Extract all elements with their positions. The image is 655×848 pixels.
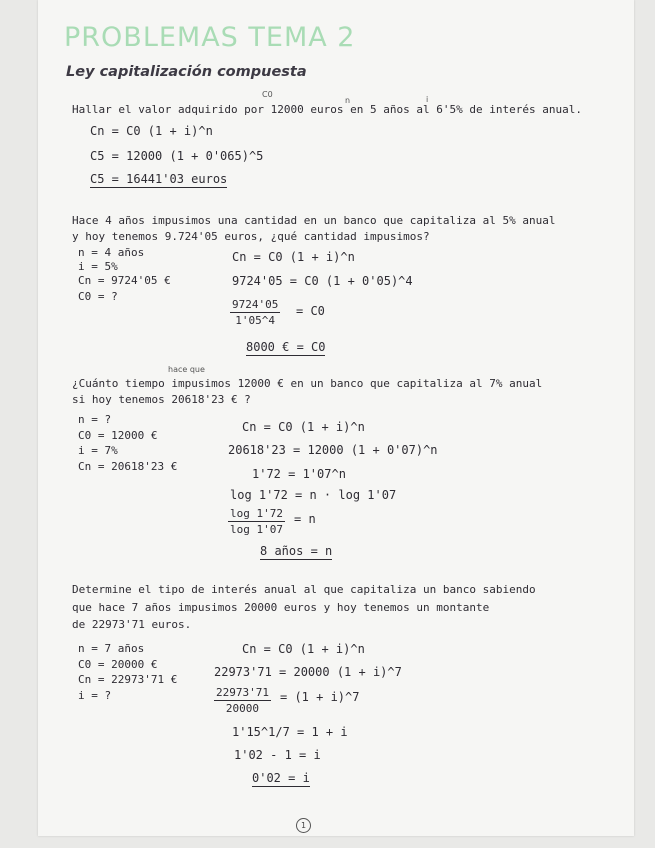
p2-result: 8000 € = C0 [246,340,326,354]
p4-fraction-rhs: = (1 + i)^7 [280,690,360,704]
p2-fraction [230,298,280,327]
problem-4-statement-line-2: que hace 7 años impusimos 20000 euros y hoy tenemos un montante [72,601,490,614]
problem-4-statement-line-3: de 22973'71 euros. [72,618,192,631]
notebook-page [38,0,634,836]
p4-data-c0: C0 = 20000 € [78,658,158,671]
p3-fraction-denominator: log 1'07 [230,523,283,536]
section-subtitle: Ley capitalización compuesta [66,64,307,80]
p3-substitution: 20618'23 = 12000 (1 + 0'07)^n [228,443,438,457]
p4-fraction-numerator: 22973'71 [216,686,269,699]
p2-substitution: 9724'05 = C0 (1 + 0'05)^4 [232,274,413,288]
p1-formula: Cn = C0 (1 + i)^n [90,124,213,138]
p3-data-n: n = ? [78,413,112,426]
p2-formula: Cn = C0 (1 + i)^n [232,250,355,264]
annotation-n: n [345,96,351,105]
p4-root: 1'15^1/7 = 1 + i [232,725,348,739]
p3-data-i: i = 7% [78,444,118,457]
p3-fraction [228,507,285,536]
p3-formula: Cn = C0 (1 + i)^n [242,420,365,434]
p3-data-cn: Cn = 20618'23 € [78,460,178,473]
p1-result: C5 = 16441'03 euros [90,172,228,186]
p3-fraction-numerator: log 1'72 [230,507,283,520]
p2-fraction-numerator: 9724'05 [232,298,279,311]
p2-data-n: n = 4 años [78,246,145,259]
p4-formula: Cn = C0 (1 + i)^n [242,642,365,656]
p2-data-c0: C0 = ? [78,290,118,303]
page-number: 1 [296,818,311,833]
p4-subtract: 1'02 - 1 = i [234,748,321,762]
p3-result: 8 años = n [260,544,333,558]
p4-fraction-denominator: 20000 [225,702,260,715]
problem-3-statement-line-1: ¿Cuánto tiempo impusimos 12000 € en un banco que capitaliza al 7% anual [72,377,543,390]
p3-data-c0: C0 = 12000 € [78,429,158,442]
p1-substitution: C5 = 12000 (1 + 0'065)^5 [90,149,264,163]
p2-fraction-rhs: = C0 [296,304,325,318]
p3-fraction-rhs: = n [294,512,316,526]
problem-3-statement-line-2: si hoy tenemos 20618'23 € ? [72,393,251,406]
annotation-i: i [426,95,429,104]
p4-data-n: n = 7 años [78,642,145,655]
problem-1-statement: Hallar el valor adquirido por 12000 euros en 5 años al 6'5% de interés anual. [72,103,582,116]
p3-simplified: 1'72 = 1'07^n [252,467,346,481]
p4-result: 0'02 = i [252,771,310,785]
p4-substitution: 22973'71 = 20000 (1 + i)^7 [214,665,402,679]
p3-log: log 1'72 = n · log 1'07 [230,488,397,502]
page-title: PROBLEMAS TEMA 2 [64,22,356,53]
problem-2-statement-line-1: Hace 4 años impusimos una cantidad en un banco que capitaliza al 5% anual [72,214,556,227]
problem-4-statement-line-1: Determine el tipo de interés anual al que capitaliza un banco sabiendo [72,583,536,596]
annotation-c0: C0 [262,90,273,99]
p4-data-i: i = ? [78,689,112,702]
p2-data-cn: Cn = 9724'05 € [78,274,171,287]
p4-data-cn: Cn = 22973'71 € [78,673,178,686]
p2-fraction-denominator: 1'05^4 [235,314,276,327]
p2-data-i: i = 5% [78,260,118,273]
problem-2-statement-line-2: y hoy tenemos 9.724'05 euros, ¿qué cantidad impusimos? [72,230,430,243]
annotation-hace-que: hace que [168,365,205,374]
p4-fraction [214,686,271,715]
